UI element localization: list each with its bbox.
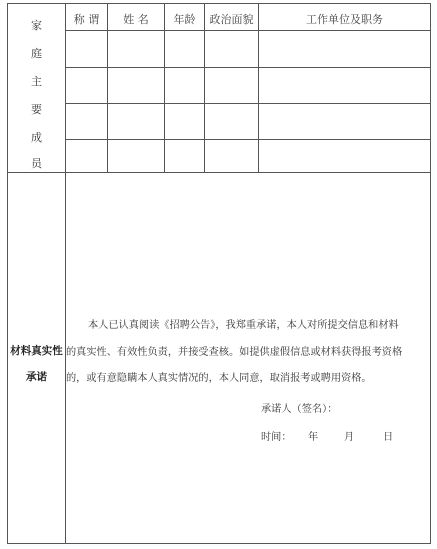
column-header-political: 政治面貌 [209,13,254,26]
table-row-divider [65,67,430,68]
pledge-line: 的真实性、有效性负责，并接受查核。如提供虚假信息或材料获得报考资格 [66,346,403,358]
date-label: 时间： [261,432,292,443]
pledge-paragraph [66,313,430,393]
pledge-line: 本人已认真阅读《招聘公告》，我郑重承诺，本人对所提交信息和材料 [88,320,399,331]
family-members-label [8,4,65,172]
family-label-char: 庭 [31,47,42,60]
family-label-char: 主 [31,75,42,88]
section-divider [8,172,430,173]
column-header-relation: 称 谓 [73,13,100,26]
family-label-char: 家 [31,19,42,32]
year-label: 年 [308,432,319,443]
application-form [7,3,431,544]
column-header-age: 年龄 [173,13,196,26]
label-column-divider [65,4,66,543]
month-label: 月 [344,432,355,443]
pledge-label-line2: 承诺 [26,371,47,383]
family-label-char: 要 [31,103,42,116]
column-header-name: 姓 名 [123,13,149,26]
pledge-label-line1: 材料真实性 [10,345,63,357]
signer-label: 承诺人（签名）： [261,404,338,415]
table-row-divider [65,30,430,31]
table-row-divider [65,103,430,104]
pledge-line: 的，或有意隐瞒本人真实情况的，本人同意，取消报考或聘用资格。 [66,373,372,384]
family-label-char: 员 [31,157,42,170]
table-row-divider [65,139,430,140]
column-header-employer: 工作单位及职务 [306,13,383,26]
family-label-char: 成 [31,131,42,144]
day-label: 日 [383,432,394,443]
